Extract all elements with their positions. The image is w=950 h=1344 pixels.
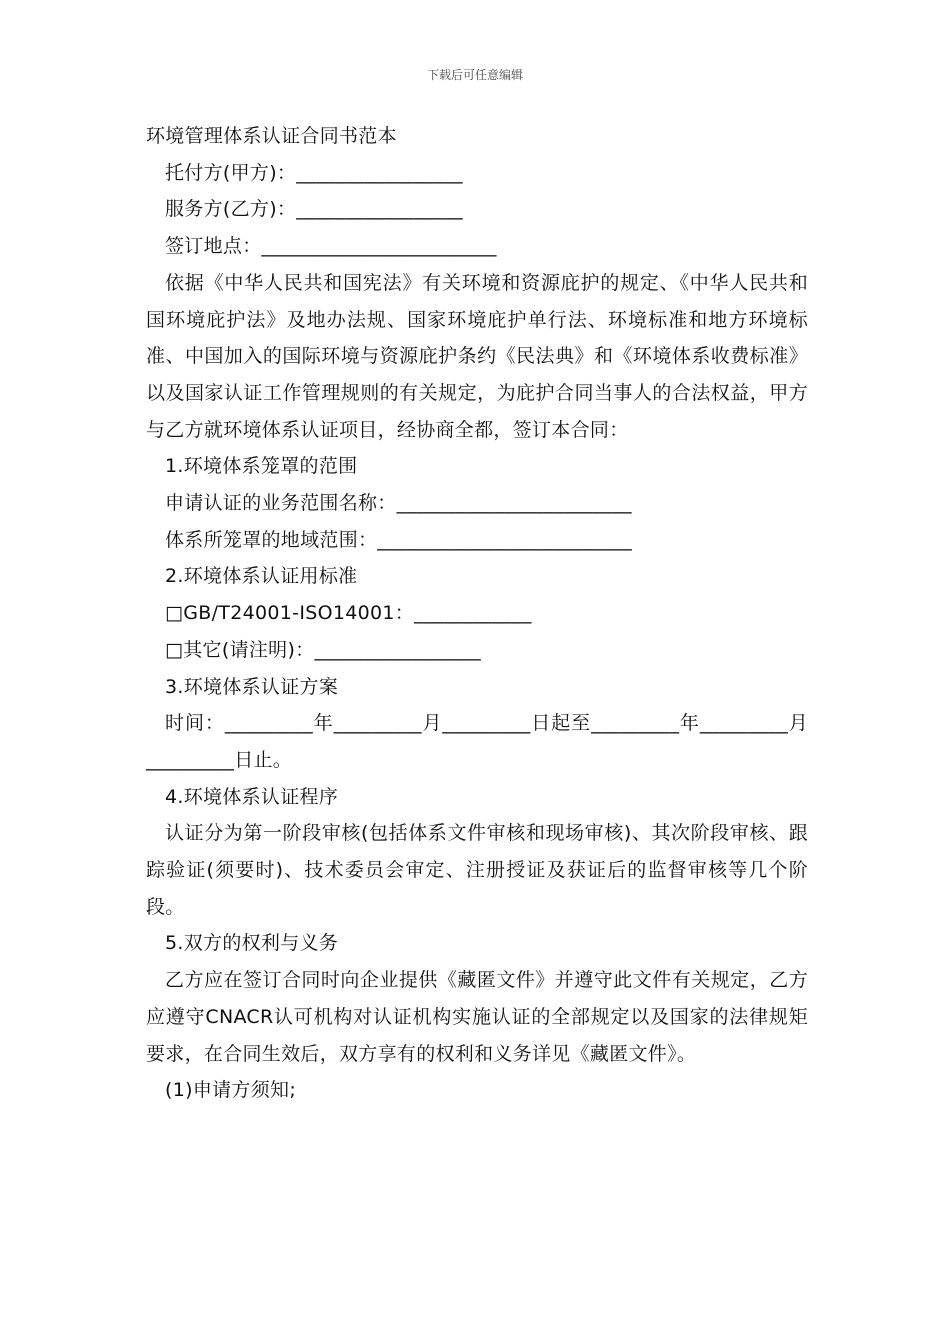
section-4-heading: 4.环境体系认证程序 [165, 785, 339, 808]
document-title: 环境管理体系认证合同书范本 [146, 125, 397, 147]
signing-place-line: 签订地点：________________________ [165, 235, 497, 258]
standard-option-gb: □GB/T24001-ISO14001：____________ [165, 602, 532, 625]
section-2-heading: 2.环境体系认证用标准 [165, 565, 358, 588]
geographic-scope-line: 体系所笼罩的地域范围：__________________________ [165, 528, 633, 551]
time-range-line: 时间：_________年_________月_________日起至_________年_________月_________日止。 [146, 712, 808, 771]
document-body [146, 118, 808, 1109]
service-party-line: 服务方(乙方)：_________________ [165, 198, 463, 221]
page-header: 下载后可任意编辑 [426, 68, 523, 82]
section-1-heading: 1.环境体系笼罩的范围 [165, 455, 358, 478]
applicant-notice-item: (1)申请方须知; [165, 1079, 297, 1102]
certification-procedure-paragraph: 认证分为第一阶段审核(包括体系文件审核和现场审核)、其次阶段审核、跟踪验证(须要时)、技术委员会审定、注册授证及获证后的监督审核等几个阶段。 [146, 822, 808, 918]
section-5-heading: 5.双方的权利与义务 [165, 932, 339, 955]
rights-obligations-paragraph: 乙方应在签订合同时向企业提供《藏匿文件》并遵守此文件有关规定，乙方应遵守CNACR认可机构对认证机构实施认证的全部规定以及国家的法律规矩要求，在合同生效后，双方享有的权利和义务详见《藏匿文件》。 [146, 969, 808, 1065]
business-scope-line: 申请认证的业务范围名称：________________________ [165, 492, 632, 515]
standard-option-other: □其它(请注明)：_________________ [165, 638, 482, 661]
client-party-line: 托付方(甲方)：_________________ [165, 161, 463, 184]
section-3-heading: 3.环境体系认证方案 [165, 675, 339, 698]
preamble-paragraph: 依据《中华人民共和国宪法》有关环境和资源庇护的规定、《中华人民共和国环境庇护法》及地办法规、国家环境庇护单行法、环境标准和地方环境标准、中国加入的国际环境与资源庇护条约《民法典》和《环境体系收费标准》以及国家认证工作管理规则的有关规定，为庇护合同当事人的合法权益，甲方与乙方就环境体系认证项目，经协商全都，签订本合同： [146, 271, 808, 441]
